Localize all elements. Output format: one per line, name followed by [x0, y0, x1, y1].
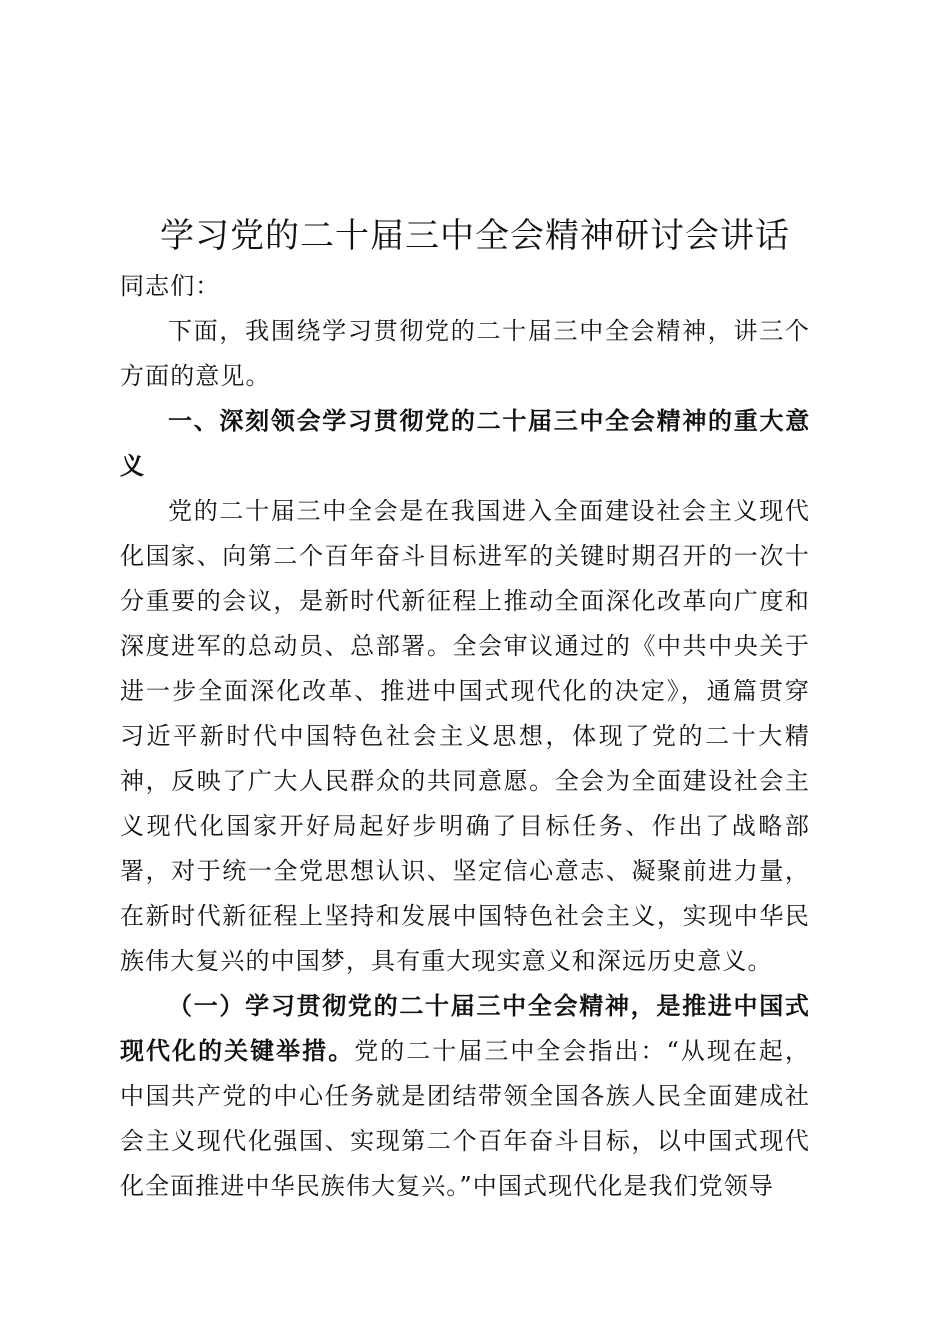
subsection-1-text: 党的二十届三中全会指出：“从现在起，中国共产党的中心任务就是团结带领全国各族人民全面建成社会主义现代化强国、实现第二个百年奋斗目标，以中国式现代化全面推进中华民族伟大复兴。”中国式现代化是我们党领导	[120, 1037, 810, 1200]
subsection-1-paragraph	[120, 984, 810, 1209]
subsection-1-lead: （一）学习贯彻党的二十届三中全会精神，是推进中国式现代化的关键举措。	[120, 992, 810, 1065]
section-heading-1: 一、深刻领会学习贯彻党的二十届三中全会精神的重大意义	[120, 407, 810, 480]
document-body	[120, 264, 810, 1209]
section-1-paragraph: 党的二十届三中全会是在我国进入全面建设社会主义现代化国家、向第二个百年奋斗目标进军的关键时期召开的一次十分重要的会议，是新时代新征程上推动全面深化改革向广度和深度进军的总动员、总部署。全会审议通过的《中共中央关于进一步全面深化改革、推进中国式现代化的决定》，通篇贯穿习近平新时代中国特色社会主义思想，体现了党的二十大精神，反映了广大人民群众的共同意愿。全会为全面建设社会主义现代化国家开好局起好步明确了目标任务、作出了战略部署，对于统一全党思想认识、坚定信心意志、凝聚前进力量，在新时代新征程上坚持和发展中国特色社会主义，实现中华民族伟大复兴的中国梦，具有重大现实意义和深远历史意义。	[120, 497, 810, 975]
intro-paragraph: 下面，我围绕学习贯彻党的二十届三中全会精神，讲三个方面的意见。	[120, 317, 810, 390]
document-title: 学习党的二十届三中全会精神研讨会讲话	[160, 216, 790, 256]
salutation: 同志们：	[120, 272, 221, 300]
